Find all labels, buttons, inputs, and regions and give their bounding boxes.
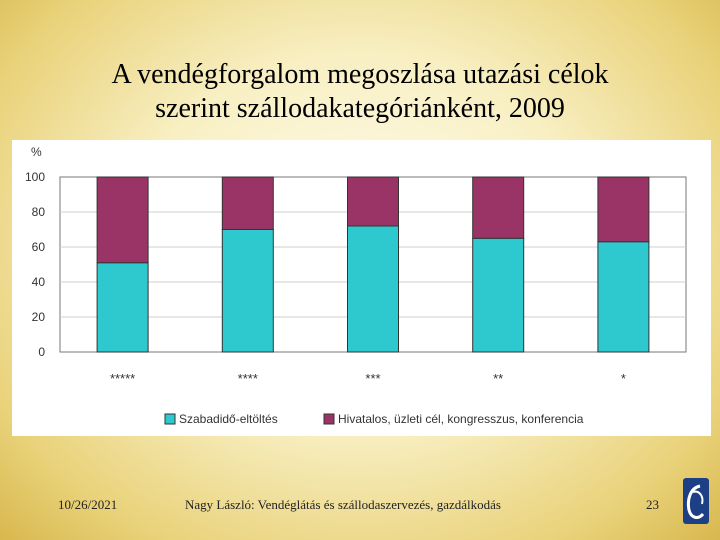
bar-segment-leisure [473, 238, 524, 352]
x-category-label: * [620, 371, 626, 386]
legend-label-business: Hivatalos, üzleti cél, kongresszus, konferencia [338, 412, 584, 426]
footer-date: 10/26/2021 [58, 497, 118, 512]
chart-panel [12, 140, 711, 436]
legend-swatch-leisure [165, 414, 175, 424]
bar-segment-leisure [598, 242, 649, 352]
bar-segment-leisure [222, 230, 273, 353]
y-tick-label: 80 [31, 205, 45, 219]
slide-title-line2: szerint szállodakategóriánként, 2009 [155, 93, 565, 124]
page-number: 23 [646, 497, 659, 512]
bar-segment-business [473, 177, 524, 238]
y-tick-label: 40 [31, 275, 45, 289]
bar-segment-business [348, 177, 399, 226]
x-category-label: ** [493, 371, 504, 386]
y-tick-label: 60 [31, 240, 45, 254]
legend-label-leisure: Szabadidő-eltöltés [179, 412, 278, 426]
x-category-label: *** [365, 371, 381, 386]
footer-text: Nagy László: Vendéglátás és szállodaszervezés, gazdálkodás [185, 497, 501, 512]
bar-segment-business [598, 177, 649, 242]
y-tick-label: 0 [38, 345, 45, 359]
bar-segment-leisure [97, 263, 148, 352]
bar-segment-leisure [348, 226, 399, 352]
bar-segment-business [222, 177, 273, 230]
x-category-label: ***** [109, 371, 136, 386]
slide-title [0, 58, 720, 126]
legend-swatch-business [324, 414, 334, 424]
bar-segment-business [97, 177, 148, 263]
y-axis-label: % [31, 145, 42, 159]
y-tick-label: 20 [31, 310, 45, 324]
x-category-label: **** [237, 371, 258, 386]
slide-title-line1: A vendégforgalom megoszlása utazási célok [111, 59, 609, 90]
y-tick-label: 100 [24, 170, 45, 184]
stacked-bar-chart [12, 140, 711, 436]
logo-icon [683, 478, 709, 524]
